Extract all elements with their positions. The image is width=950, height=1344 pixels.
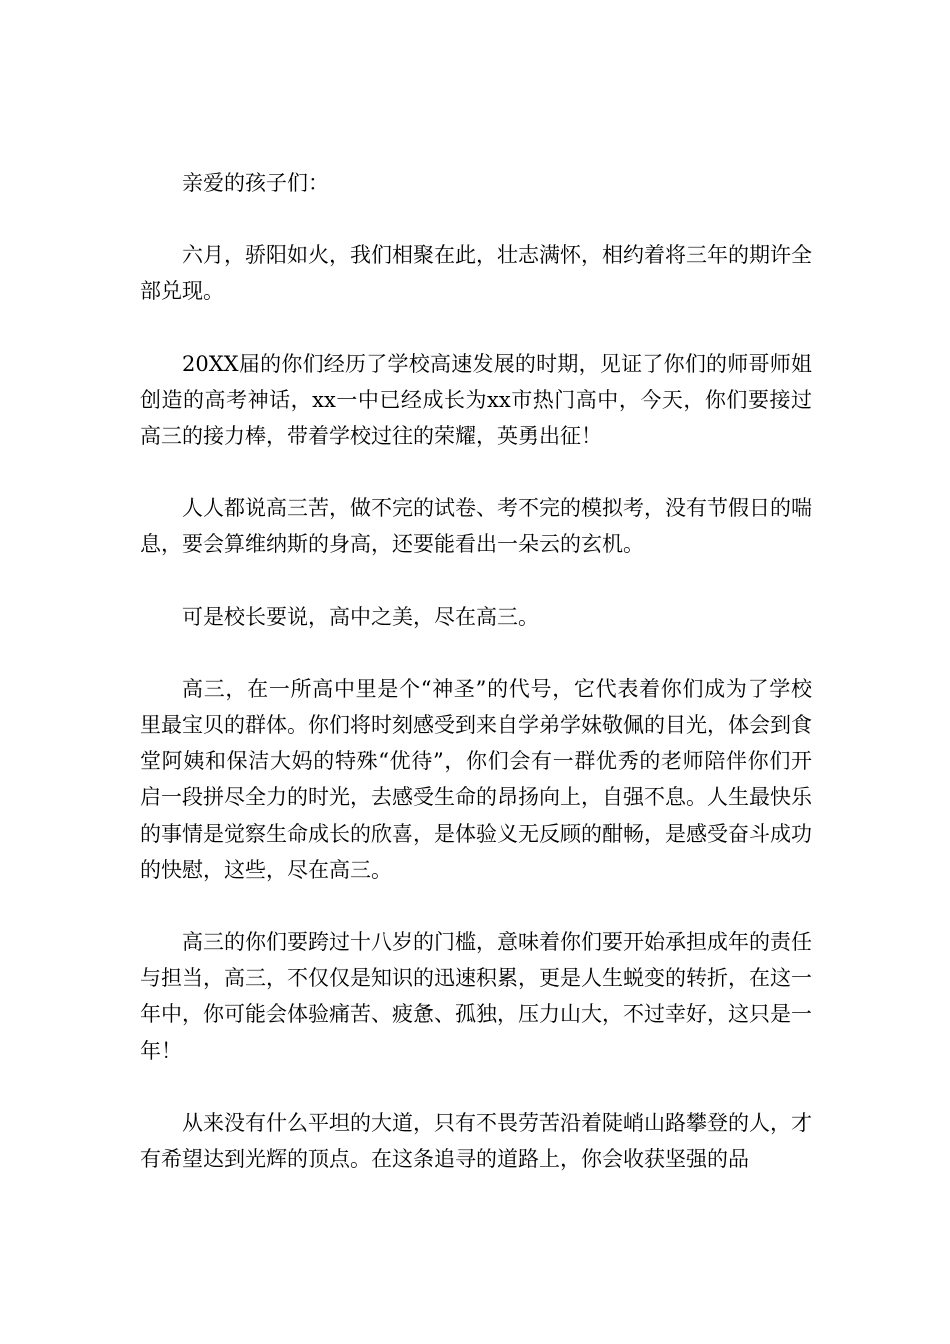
paragraph-senior-hardship: 人人都说高三苦，做不完的试卷、考不完的模拟考，没有节假日的喘息，要会算维纳斯的身高，还要能看出一朵云的玄机。 — [140, 496, 812, 557]
paragraph-no-easy-road: 从来没有什么平坦的大道，只有不畏劳苦沿着陡峭山路攀登的人，才有希望达到光辉的顶点。在这条追寻的道路上，你会收获坚强的品 — [140, 1110, 812, 1172]
paragraph-senior-meaning: 高三，在一所高中里是个“神圣”的代号，它代表着你们成为了学校里最宝贝的群体。你们将时刻感受到来自学弟学妹敬佩的目光，体会到食堂阿姨和保洁大妈的特殊“优待”，你们会有一群优秀的老师陪伴你们开启一段拼尽全力的时光，去感受生命的昂扬向上，自强不息。人生最快乐的事情是觉察生命成长的欣喜，是体验义无反顾的酣畅，是感受奋斗成功的快慰，这些，尽在高三。 — [140, 676, 812, 882]
paragraph-school-history: 20XX届的你们经历了学校高速发展的时期，见证了你们的师哥师姐创造的高考神话，xx一中已经成长为xx市热门高中，今天，你们要接过高三的接力棒，带着学校过往的荣耀，英勇出征！ — [140, 351, 812, 449]
paragraph-principal-says: 可是校长要说，高中之美，尽在高三。 — [182, 604, 539, 629]
paragraph-coming-of-age: 高三的你们要跨过十八岁的门槛，意味着你们要开始承担成年的责任与担当，高三，不仅仅是知识的迅速积累，更是人生蜕变的转折，在这一年中，你可能会体验痛苦、疲惫、孤独，压力山大，不过幸好，这只是一年！ — [140, 930, 812, 1063]
letter-body — [140, 165, 812, 1213]
letter-greeting: 亲爱的孩子们： — [182, 171, 329, 195]
paragraph-june: 六月，骄阳如火，我们相聚在此，壮志满怀，相约着将三年的期许全部兑现。 — [140, 243, 812, 304]
